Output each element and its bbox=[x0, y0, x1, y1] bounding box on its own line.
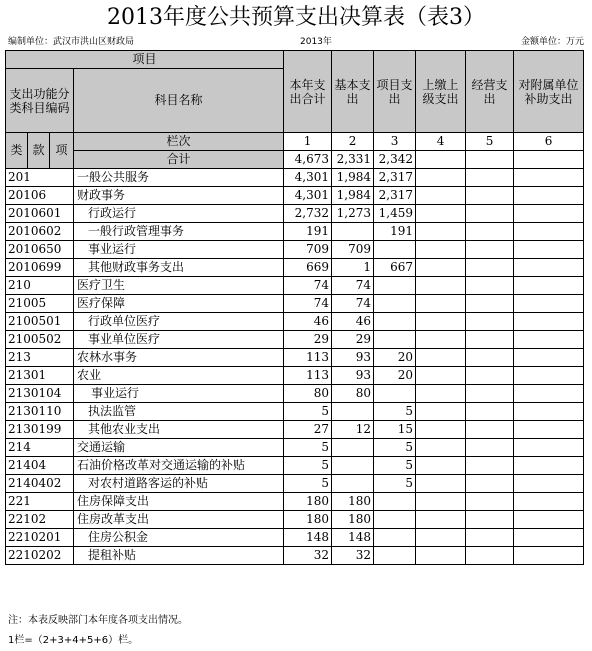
row-name: 医疗卫生 bbox=[74, 277, 284, 295]
row-c6 bbox=[514, 277, 584, 295]
row-c2 bbox=[332, 439, 374, 457]
row-c3: 5 bbox=[374, 403, 416, 421]
row-c1: 2,732 bbox=[284, 205, 332, 223]
row-c1: 148 bbox=[284, 529, 332, 547]
row-name: 行政单位医疗 bbox=[74, 313, 284, 331]
row-c6 bbox=[514, 169, 584, 187]
row-c2: 32 bbox=[332, 547, 374, 565]
header-row-1 bbox=[6, 51, 584, 69]
row-c2 bbox=[332, 475, 374, 493]
row-code: 2100502 bbox=[6, 331, 74, 349]
row-c3: 5 bbox=[374, 457, 416, 475]
row-c3 bbox=[374, 277, 416, 295]
row-c3: 20 bbox=[374, 349, 416, 367]
row-c1: 32 bbox=[284, 547, 332, 565]
row-c2 bbox=[332, 223, 374, 241]
table-row bbox=[6, 331, 584, 349]
row-name: 财政事务 bbox=[74, 187, 284, 205]
row-c1: 4,301 bbox=[284, 169, 332, 187]
row-code: 2010601 bbox=[6, 205, 74, 223]
row-c6 bbox=[514, 385, 584, 403]
row-c1: 709 bbox=[284, 241, 332, 259]
row-c1: 74 bbox=[284, 277, 332, 295]
table-row bbox=[6, 295, 584, 313]
row-c6 bbox=[514, 439, 584, 457]
col-num-2: 2 bbox=[332, 133, 374, 151]
total-label: 合计 bbox=[74, 151, 284, 169]
row-code: 214 bbox=[6, 439, 74, 457]
row-c6 bbox=[514, 241, 584, 259]
row-c2: 74 bbox=[332, 277, 374, 295]
table-row bbox=[6, 205, 584, 223]
row-name: 事业运行 bbox=[74, 241, 284, 259]
row-c3 bbox=[374, 493, 416, 511]
row-code: 210 bbox=[6, 277, 74, 295]
row-name: 交通运输 bbox=[74, 439, 284, 457]
total-c2: 2,331 bbox=[332, 151, 374, 169]
row-code: 2210201 bbox=[6, 529, 74, 547]
row-c5 bbox=[466, 331, 514, 349]
row-c6 bbox=[514, 223, 584, 241]
row-c4 bbox=[416, 493, 466, 511]
row-c6 bbox=[514, 529, 584, 547]
row-name: 医疗保障 bbox=[74, 295, 284, 313]
amount-unit: 金额单位：万元 bbox=[520, 37, 584, 47]
table-row bbox=[6, 421, 584, 439]
row-c4 bbox=[416, 385, 466, 403]
row-c6 bbox=[514, 259, 584, 277]
row-c4 bbox=[416, 511, 466, 529]
row-c3 bbox=[374, 295, 416, 313]
table-row bbox=[6, 187, 584, 205]
row-c3 bbox=[374, 385, 416, 403]
col-num-6: 6 bbox=[514, 133, 584, 151]
row-c4 bbox=[416, 547, 466, 565]
total-c3: 2,342 bbox=[374, 151, 416, 169]
row-c4 bbox=[416, 403, 466, 421]
row-c1: 29 bbox=[284, 331, 332, 349]
compiling-unit: 编制单位：武汉市洪山区财政局 bbox=[8, 37, 135, 47]
table-row bbox=[6, 169, 584, 187]
footnote-1: 注：本表反映部门本年度各项支出情况。 bbox=[8, 615, 188, 626]
row-c1: 27 bbox=[284, 421, 332, 439]
row-c1: 180 bbox=[284, 511, 332, 529]
row-c2 bbox=[332, 457, 374, 475]
row-c4 bbox=[416, 277, 466, 295]
table-row bbox=[6, 529, 584, 547]
row-c4 bbox=[416, 331, 466, 349]
row-c4 bbox=[416, 187, 466, 205]
xiang-header: 项 bbox=[50, 133, 74, 169]
row-c1: 5 bbox=[284, 439, 332, 457]
total-c1: 4,673 bbox=[284, 151, 332, 169]
row-c4 bbox=[416, 313, 466, 331]
row-c5 bbox=[466, 313, 514, 331]
row-c1: 5 bbox=[284, 475, 332, 493]
row-code: 2010699 bbox=[6, 259, 74, 277]
row-c1: 180 bbox=[284, 493, 332, 511]
row-c4 bbox=[416, 295, 466, 313]
row-c1: 5 bbox=[284, 403, 332, 421]
row-c6 bbox=[514, 493, 584, 511]
row-c5 bbox=[466, 169, 514, 187]
row-c5 bbox=[466, 241, 514, 259]
row-name: 对农村道路客运的补贴 bbox=[74, 475, 284, 493]
row-c5 bbox=[466, 259, 514, 277]
col-num-label: 栏次 bbox=[74, 133, 284, 151]
row-code: 2130110 bbox=[6, 403, 74, 421]
row-c5 bbox=[466, 493, 514, 511]
row-c4 bbox=[416, 529, 466, 547]
row-name: 石油价格改革对交通运输的补贴 bbox=[74, 457, 284, 475]
row-c4 bbox=[416, 241, 466, 259]
col-header-1: 本年支出合计 bbox=[284, 51, 332, 133]
row-c5 bbox=[466, 457, 514, 475]
row-c3 bbox=[374, 547, 416, 565]
row-c2: 1,984 bbox=[332, 187, 374, 205]
row-name: 提租补贴 bbox=[74, 547, 284, 565]
row-name: 农业 bbox=[74, 367, 284, 385]
row-name: 住房公积金 bbox=[74, 529, 284, 547]
row-name: 一般公共服务 bbox=[74, 169, 284, 187]
row-c2: 1,273 bbox=[332, 205, 374, 223]
row-name: 一般行政管理事务 bbox=[74, 223, 284, 241]
row-code: 22102 bbox=[6, 511, 74, 529]
row-c4 bbox=[416, 223, 466, 241]
row-c6 bbox=[514, 331, 584, 349]
row-c2: 46 bbox=[332, 313, 374, 331]
col-num-4: 4 bbox=[416, 133, 466, 151]
row-code: 213 bbox=[6, 349, 74, 367]
table-row bbox=[6, 367, 584, 385]
row-c2: 12 bbox=[332, 421, 374, 439]
row-c4 bbox=[416, 169, 466, 187]
col-num-1: 1 bbox=[284, 133, 332, 151]
subject-name-header: 科目名称 bbox=[74, 69, 284, 133]
row-c5 bbox=[466, 367, 514, 385]
table-row bbox=[6, 259, 584, 277]
row-c2: 180 bbox=[332, 511, 374, 529]
row-c4 bbox=[416, 457, 466, 475]
row-c2: 29 bbox=[332, 331, 374, 349]
table-row bbox=[6, 493, 584, 511]
row-c3 bbox=[374, 331, 416, 349]
row-code: 2210202 bbox=[6, 547, 74, 565]
row-code: 21404 bbox=[6, 457, 74, 475]
row-c1: 113 bbox=[284, 367, 332, 385]
row-c5 bbox=[466, 223, 514, 241]
row-c5 bbox=[466, 529, 514, 547]
row-c4 bbox=[416, 421, 466, 439]
row-c6 bbox=[514, 547, 584, 565]
row-c5 bbox=[466, 349, 514, 367]
header-row-lkx bbox=[6, 133, 584, 151]
row-c3: 191 bbox=[374, 223, 416, 241]
row-c3 bbox=[374, 529, 416, 547]
table-row bbox=[6, 349, 584, 367]
row-c3: 2,317 bbox=[374, 187, 416, 205]
row-c3: 1,459 bbox=[374, 205, 416, 223]
row-c3 bbox=[374, 241, 416, 259]
row-c3: 5 bbox=[374, 439, 416, 457]
col-header-5: 经营支出 bbox=[466, 51, 514, 133]
row-c1: 191 bbox=[284, 223, 332, 241]
table-row bbox=[6, 277, 584, 295]
row-code: 2100501 bbox=[6, 313, 74, 331]
row-c2: 74 bbox=[332, 295, 374, 313]
row-c5 bbox=[466, 385, 514, 403]
row-c3: 667 bbox=[374, 259, 416, 277]
row-c3 bbox=[374, 313, 416, 331]
row-code: 20106 bbox=[6, 187, 74, 205]
row-c5 bbox=[466, 205, 514, 223]
total-row bbox=[6, 151, 584, 169]
table-row bbox=[6, 457, 584, 475]
row-c6 bbox=[514, 457, 584, 475]
row-c2 bbox=[332, 403, 374, 421]
row-c3: 5 bbox=[374, 475, 416, 493]
row-c1: 669 bbox=[284, 259, 332, 277]
row-c6 bbox=[514, 475, 584, 493]
row-c6 bbox=[514, 511, 584, 529]
row-name: 住房改革支出 bbox=[74, 511, 284, 529]
row-c5 bbox=[466, 511, 514, 529]
row-name: 执法监管 bbox=[74, 403, 284, 421]
total-c6 bbox=[514, 151, 584, 169]
row-c3: 2,317 bbox=[374, 169, 416, 187]
row-c1: 113 bbox=[284, 349, 332, 367]
row-c2: 148 bbox=[332, 529, 374, 547]
col-header-4: 上缴上级支出 bbox=[416, 51, 466, 133]
row-c4 bbox=[416, 439, 466, 457]
row-c4 bbox=[416, 259, 466, 277]
row-c2: 80 bbox=[332, 385, 374, 403]
row-c6 bbox=[514, 187, 584, 205]
table-row bbox=[6, 223, 584, 241]
row-c2: 1,984 bbox=[332, 169, 374, 187]
row-code: 21301 bbox=[6, 367, 74, 385]
row-c5 bbox=[466, 277, 514, 295]
row-code: 201 bbox=[6, 169, 74, 187]
row-c2: 93 bbox=[332, 367, 374, 385]
project-header: 项目 bbox=[6, 51, 284, 69]
row-name: 住房保障支出 bbox=[74, 493, 284, 511]
row-c1: 74 bbox=[284, 295, 332, 313]
row-c5 bbox=[466, 547, 514, 565]
row-c3 bbox=[374, 511, 416, 529]
row-name: 事业运行 bbox=[74, 385, 284, 403]
total-c4 bbox=[416, 151, 466, 169]
row-c5 bbox=[466, 439, 514, 457]
row-c2: 93 bbox=[332, 349, 374, 367]
lei-header: 类 bbox=[6, 133, 28, 169]
col-num-3: 3 bbox=[374, 133, 416, 151]
expenditure-table bbox=[5, 50, 584, 565]
row-c6 bbox=[514, 295, 584, 313]
row-c6 bbox=[514, 205, 584, 223]
col-header-6: 对附属单位补助支出 bbox=[514, 51, 584, 133]
row-c6 bbox=[514, 349, 584, 367]
row-c4 bbox=[416, 349, 466, 367]
kuan-header: 款 bbox=[28, 133, 50, 169]
table-row bbox=[6, 475, 584, 493]
col-header-2: 基本支出 bbox=[332, 51, 374, 133]
report-year: 2013年 bbox=[300, 37, 332, 47]
row-c4 bbox=[416, 367, 466, 385]
row-c5 bbox=[466, 403, 514, 421]
row-code: 2010602 bbox=[6, 223, 74, 241]
row-c5 bbox=[466, 187, 514, 205]
table-row bbox=[6, 547, 584, 565]
table-row bbox=[6, 385, 584, 403]
row-name: 事业单位医疗 bbox=[74, 331, 284, 349]
table-row bbox=[6, 403, 584, 421]
page-title: 2013年度公共预算支出决算表（表3） bbox=[107, 5, 485, 30]
row-c2: 1 bbox=[332, 259, 374, 277]
row-c2: 180 bbox=[332, 493, 374, 511]
row-code: 2130199 bbox=[6, 421, 74, 439]
row-c5 bbox=[466, 475, 514, 493]
row-c1: 5 bbox=[284, 457, 332, 475]
row-c6 bbox=[514, 313, 584, 331]
row-c2: 709 bbox=[332, 241, 374, 259]
func-code-header: 支出功能分类科目编码 bbox=[6, 69, 74, 133]
col-num-5: 5 bbox=[466, 133, 514, 151]
col-header-3: 项目支出 bbox=[374, 51, 416, 133]
row-c1: 46 bbox=[284, 313, 332, 331]
row-code: 2130104 bbox=[6, 385, 74, 403]
total-c5 bbox=[466, 151, 514, 169]
footnote-2: 1栏=（2+3+4+5+6）栏。 bbox=[8, 635, 139, 646]
table-row bbox=[6, 439, 584, 457]
row-c5 bbox=[466, 295, 514, 313]
row-code: 2010650 bbox=[6, 241, 74, 259]
row-c6 bbox=[514, 403, 584, 421]
row-code: 21005 bbox=[6, 295, 74, 313]
row-c4 bbox=[416, 475, 466, 493]
row-code: 221 bbox=[6, 493, 74, 511]
row-name: 农林水事务 bbox=[74, 349, 284, 367]
row-name: 其他农业支出 bbox=[74, 421, 284, 439]
table-row bbox=[6, 313, 584, 331]
table-row bbox=[6, 241, 584, 259]
row-c3: 15 bbox=[374, 421, 416, 439]
row-c1: 4,301 bbox=[284, 187, 332, 205]
row-c4 bbox=[416, 205, 466, 223]
row-c5 bbox=[466, 421, 514, 439]
row-code: 2140402 bbox=[6, 475, 74, 493]
row-name: 其他财政事务支出 bbox=[74, 259, 284, 277]
row-c6 bbox=[514, 367, 584, 385]
row-c3: 20 bbox=[374, 367, 416, 385]
table-row bbox=[6, 511, 584, 529]
row-name: 行政运行 bbox=[74, 205, 284, 223]
row-c6 bbox=[514, 421, 584, 439]
row-c1: 80 bbox=[284, 385, 332, 403]
